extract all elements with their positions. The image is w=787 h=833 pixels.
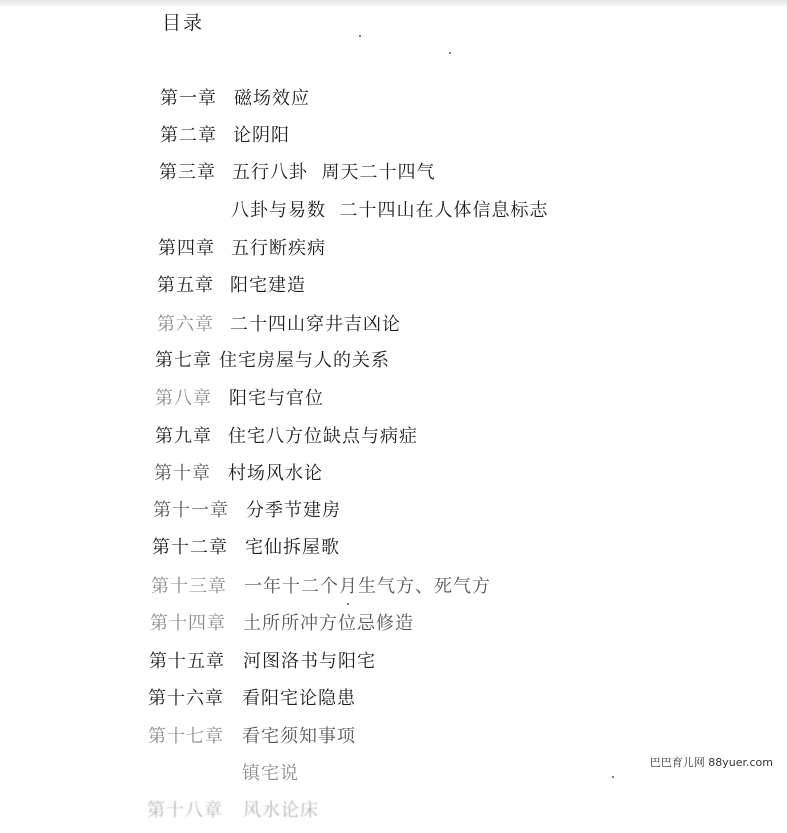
chapter-number: 第十六章 bbox=[148, 688, 224, 709]
chapter-title: 住宅八方位缺点与病症 bbox=[228, 426, 418, 447]
toc-entry-1 bbox=[160, 84, 310, 114]
chapter-number: 第十八章 bbox=[147, 800, 223, 821]
chapter-title: 风水论床 bbox=[243, 800, 319, 821]
chapter-title: 二十四山穿井吉凶论 bbox=[230, 314, 401, 335]
chapter-number: 第十七章 bbox=[148, 726, 224, 747]
scan-speck bbox=[612, 776, 614, 778]
chapter-title: 土所所冲方位忌修造 bbox=[243, 613, 414, 634]
toc-entry-6 bbox=[157, 310, 401, 340]
chapter-number: 第三章 bbox=[159, 162, 216, 183]
chapter-number: 第十一章 bbox=[153, 500, 229, 521]
chapter-number: 第十五章 bbox=[149, 651, 225, 672]
chapter-number: 第十二章 bbox=[152, 537, 228, 558]
scan-speck bbox=[347, 603, 349, 605]
chapter-title: 住宅房屋与人的关系 bbox=[219, 350, 390, 371]
chapter-title: 镇宅说 bbox=[242, 763, 299, 784]
chapter-title: 八卦与易数 二十四山在人体信息标志 bbox=[231, 200, 549, 221]
toc-entry-5 bbox=[157, 271, 306, 301]
chapter-title: 看宅须知事项 bbox=[242, 726, 356, 747]
toc-entry-12 bbox=[152, 533, 340, 563]
chapter-title: 磁场效应 bbox=[234, 88, 310, 109]
chapter-number: 第六章 bbox=[157, 314, 214, 335]
toc-entry-8 bbox=[155, 384, 324, 414]
toc-title: 目录 bbox=[162, 12, 205, 34]
chapter-number: 第八章 bbox=[155, 388, 212, 409]
chapter-number: 第十三章 bbox=[151, 576, 227, 597]
chapter-number: 第九章 bbox=[155, 426, 212, 447]
chapter-number: 第五章 bbox=[157, 275, 214, 296]
chapter-title: 村场风水论 bbox=[228, 463, 323, 484]
toc-entry-13 bbox=[151, 572, 491, 602]
chapter-number: 第一章 bbox=[160, 88, 217, 109]
chapter-number: 第四章 bbox=[158, 238, 215, 259]
toc-entry-10 bbox=[154, 459, 323, 489]
toc-entry-9 bbox=[155, 422, 418, 452]
toc-entry-7 bbox=[155, 346, 390, 376]
chapter-title: 一年十二个月生气方、死气方 bbox=[244, 576, 491, 597]
chapter-number: 第十章 bbox=[154, 463, 211, 484]
toc-entry-17 bbox=[148, 722, 356, 752]
site-watermark: 巴巴育儿网 88yuer.com bbox=[646, 753, 777, 771]
toc-entry-18 bbox=[147, 796, 319, 826]
toc-entry-3 bbox=[159, 158, 436, 188]
chapter-title: 宅仙拆屋歌 bbox=[245, 537, 340, 558]
toc-entry-15 bbox=[149, 647, 376, 677]
chapter-title: 分季节建房 bbox=[246, 500, 341, 521]
chapter-number: 第七章 bbox=[155, 350, 212, 371]
chapter-number: 第二章 bbox=[160, 125, 217, 146]
chapter-title: 五行断疾病 bbox=[231, 238, 326, 259]
chapter-title: 五行八卦 周天二十四气 bbox=[232, 162, 436, 183]
toc-entry-4 bbox=[158, 234, 326, 264]
chapter-title: 河图洛书与阳宅 bbox=[243, 651, 376, 672]
scan-speck bbox=[449, 52, 451, 54]
chapter-title: 阳宅与官位 bbox=[229, 388, 324, 409]
toc-entry-16 bbox=[148, 684, 356, 714]
toc-entry-11 bbox=[153, 496, 341, 526]
chapter-title: 看阳宅论隐患 bbox=[242, 688, 356, 709]
chapter-title: 论阴阳 bbox=[233, 125, 290, 146]
toc-entry-2 bbox=[160, 121, 290, 151]
chapter-title: 阳宅建造 bbox=[230, 275, 306, 296]
scan-speck bbox=[359, 35, 361, 37]
chapter-number: 第十四章 bbox=[150, 613, 226, 634]
toc-entry-14 bbox=[150, 609, 414, 639]
